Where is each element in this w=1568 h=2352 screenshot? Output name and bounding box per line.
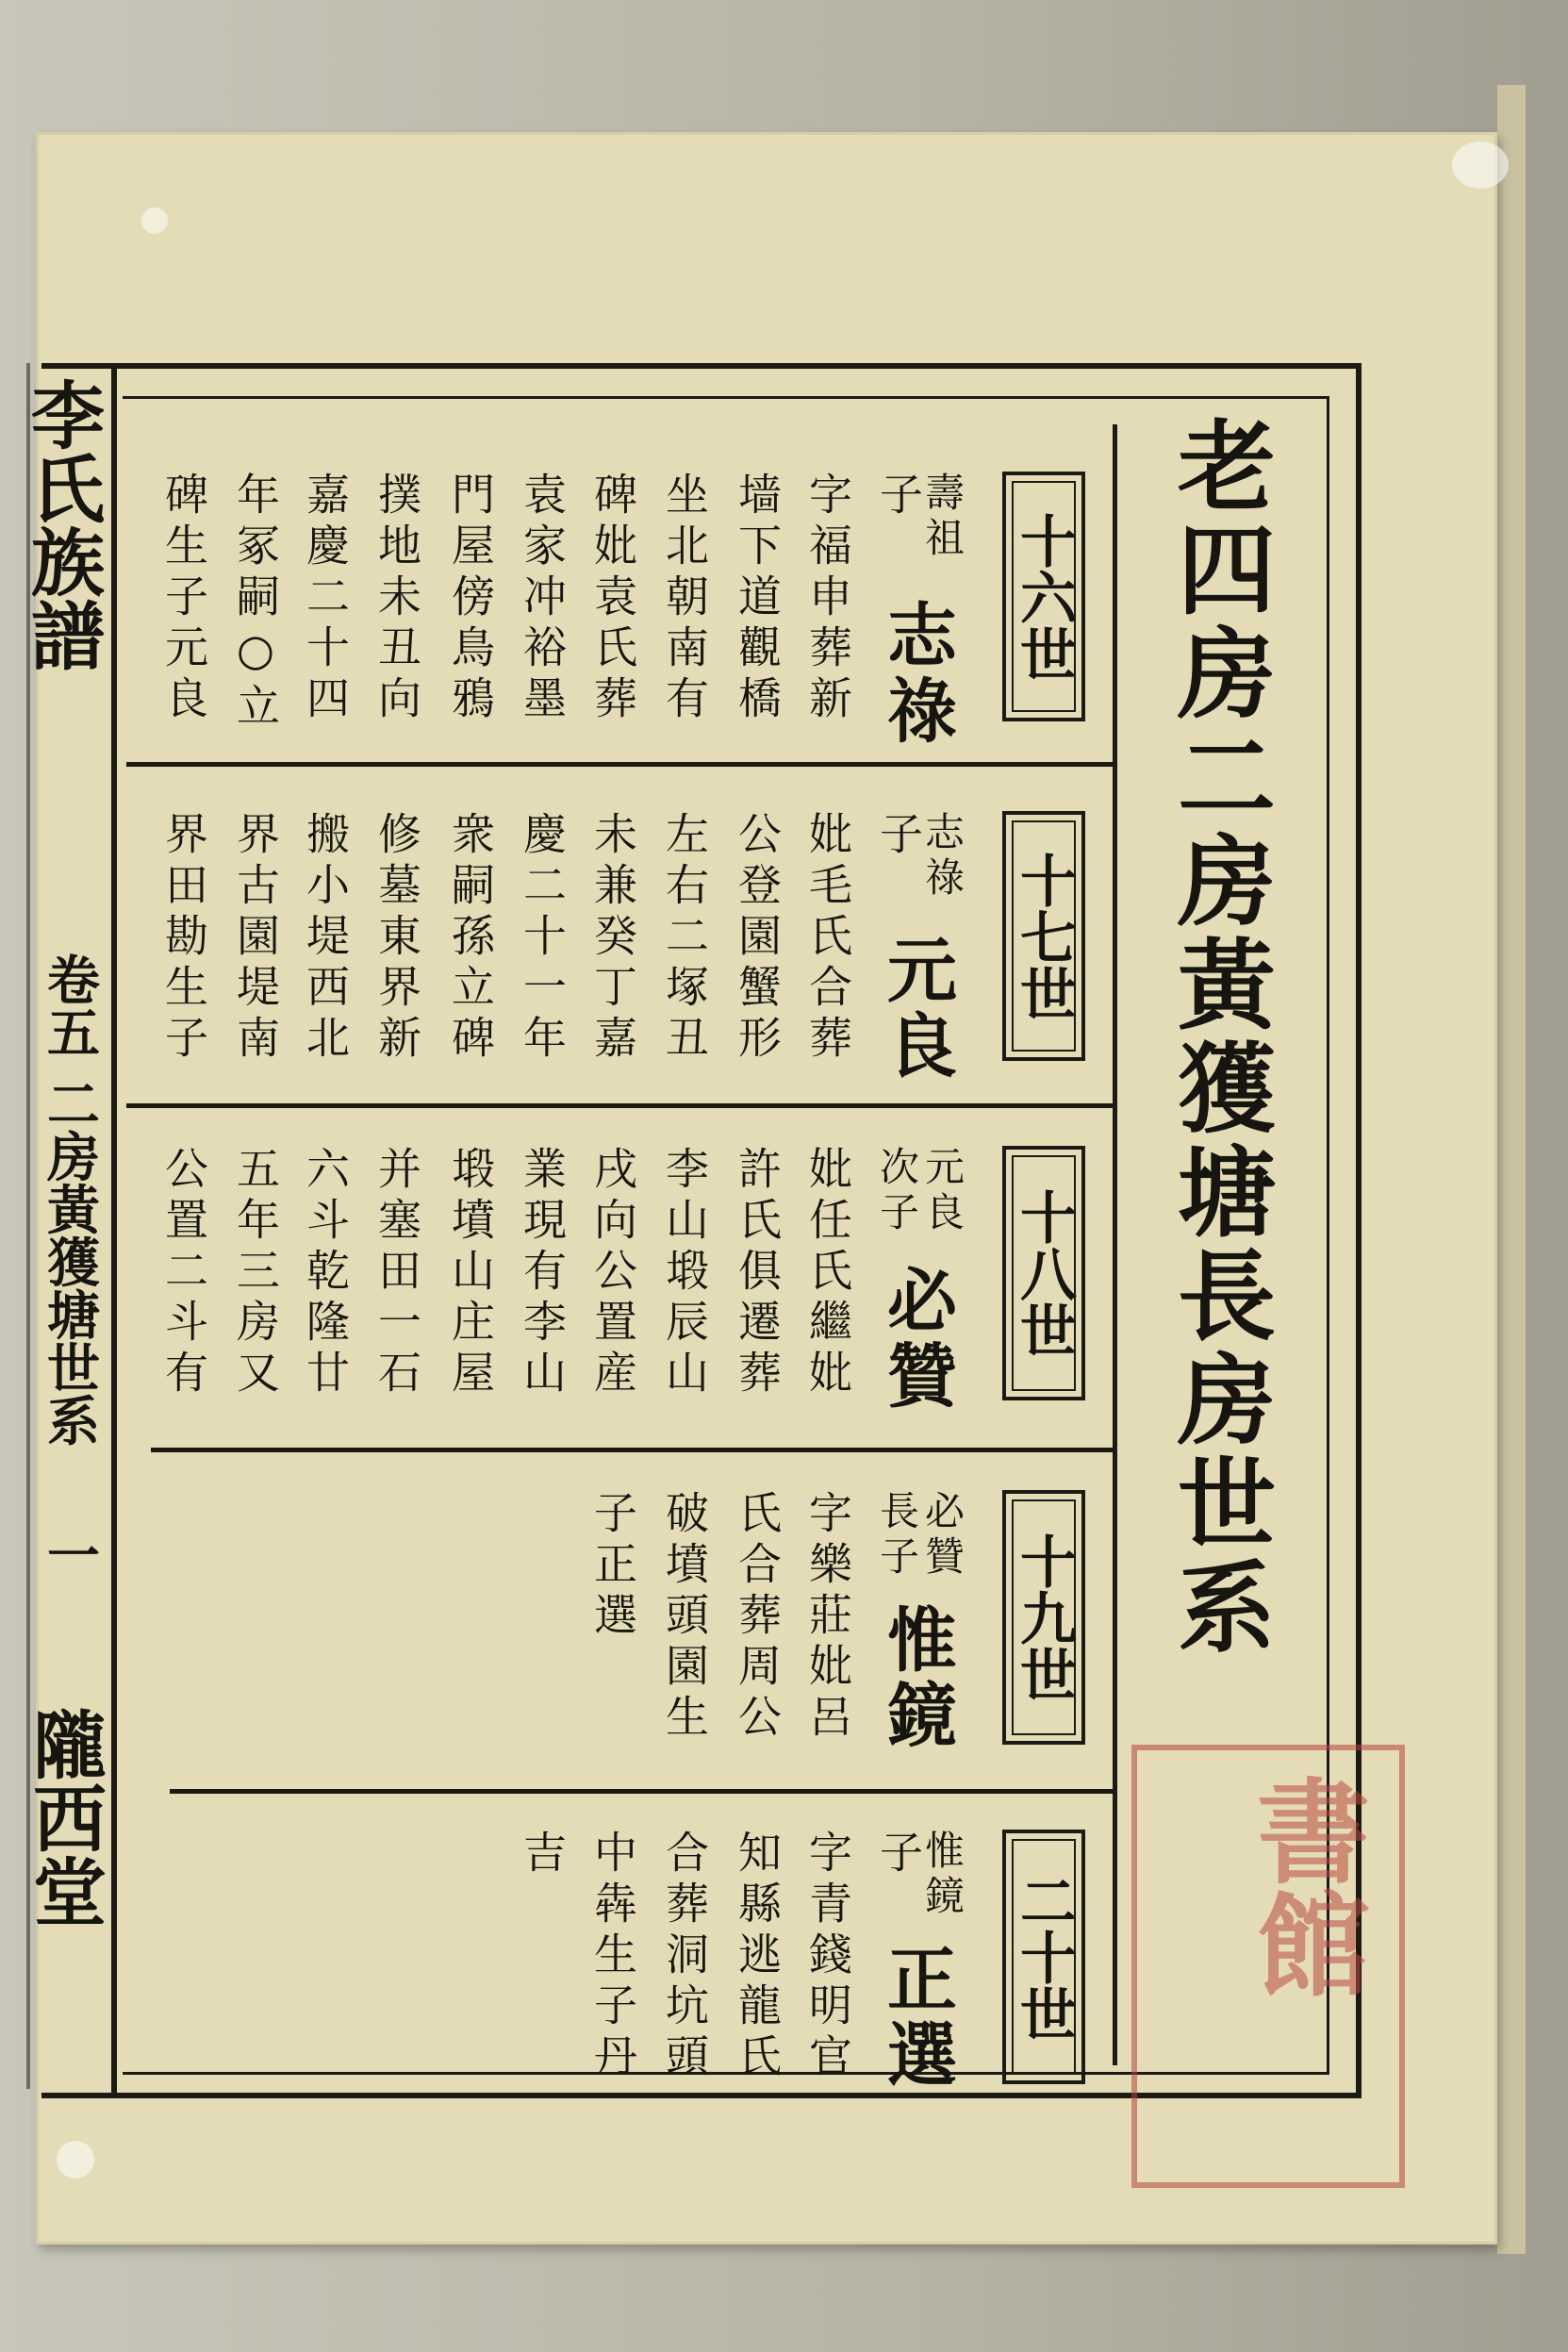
person-name: 惟鏡 [876,1603,957,1754]
generation-box-17: 十七世 [1002,811,1085,1061]
father-name: 惟鏡 [919,1830,966,1920]
biography-line: 年冢嗣○立 [230,472,281,734]
person-name: 必贊 [876,1264,957,1415]
biography-line: 門屋傍鳥鴉 [445,472,496,726]
person-name: 正選 [876,1943,957,2094]
biography-line: 李山塅辰山 [659,1146,710,1400]
biography-line: 未兼癸丁嘉 [587,811,638,1066]
relation-label: 長子 [874,1490,920,1581]
book-title: 李氏族譜 [19,377,105,671]
father-name: 元良 [919,1146,966,1236]
biography-line: 衆嗣孫立碑 [445,811,496,1066]
biography-line: 左右二塚丑 [659,811,710,1066]
biography-line: 吉 [517,1830,568,1880]
biography-line: 合葬洞坑頭 [659,1830,710,2084]
biography-line: 許氏俱遷葬 [732,1146,783,1400]
seal-text: 書館 [1238,1773,1371,1999]
person-name: 元良 [876,934,957,1085]
biography-line: 慶二十一年 [517,811,568,1066]
biography-line: 并塞田一石 [371,1146,422,1400]
biography-line: 六斗乾隆廿 [300,1146,351,1400]
biography-line: 撲地未丑向 [371,472,422,726]
biography-line: 五年三房又 [230,1146,281,1400]
relation-label: 次子 [874,1146,920,1236]
biography-line: 破墳頭園生 [659,1490,710,1745]
biography-line: 墙下道觀橋 [732,472,783,726]
generation-separator [151,1448,1116,1452]
biography-line: 子正選 [587,1490,638,1643]
biography-line: 公登園蟹形 [732,811,783,1066]
page-title: 老四房二房黃獲塘長房世系 [1161,415,1277,1660]
biography-line: 字青錢明官 [802,1830,853,2084]
relation-label: 子 [873,472,924,522]
generation-box-20: 二十世 [1002,1830,1085,2084]
generation-separator [170,1789,1116,1794]
biography-line: 字福申葬新 [802,472,853,726]
generation-box-16: 十六世 [1002,472,1085,721]
biography-line: 界古園堤南 [230,811,281,1066]
volume-label: 卷五 二房黃獲塘世系 [39,952,101,1447]
biography-line: 塅墳山庄屋 [445,1146,496,1400]
biography-line: 妣毛氏合葬 [802,811,853,1066]
paper-edge [1497,85,1526,2254]
center-band-divider [111,368,117,2094]
biography-line: 中犇生子丹 [587,1830,638,2084]
hall-name: 隴西堂 [21,1707,107,1928]
biography-line: 嘉慶二十四 [300,472,351,726]
biography-line: 公置二斗有 [158,1146,209,1400]
biography-line: 碑妣袁氏葬 [587,472,638,726]
biography-line: 坐北朝南有 [659,472,710,726]
biography-line: 搬小堤西北 [300,811,351,1066]
generation-box-18: 十八世 [1002,1146,1085,1400]
paper-stain [57,2141,94,2178]
biography-line: 氏合葬周公 [732,1490,783,1745]
paper-stain [141,207,168,234]
title-divider [1113,424,1117,2065]
person-name: 志祿 [876,599,957,750]
generation-separator [126,762,1116,767]
biography-line: 字樂莊妣呂 [802,1490,853,1745]
generation-box-19: 十九世 [1002,1490,1085,1745]
biography-line: 修墓東界新 [371,811,422,1066]
biography-line: 袁家冲裕墨 [517,472,568,726]
biography-line: 業現有李山 [517,1146,568,1400]
father-name: 必贊 [919,1490,966,1581]
relation-label: 子 [873,1830,924,1880]
biography-line: 妣任氏繼妣 [802,1146,853,1400]
biography-line: 界田勘生子 [158,811,209,1066]
biography-line: 碑生子元良 [158,472,209,726]
generation-separator [126,1103,1116,1108]
relation-label: 子 [873,811,924,862]
father-name: 志祿 [919,811,966,902]
page-number: 一 [39,1528,101,1581]
biography-line: 知縣逃龍氏 [732,1830,783,2084]
biography-line: 戌向公置産 [587,1146,638,1400]
father-name: 壽祖 [919,472,966,562]
paper-stain [1452,141,1509,189]
